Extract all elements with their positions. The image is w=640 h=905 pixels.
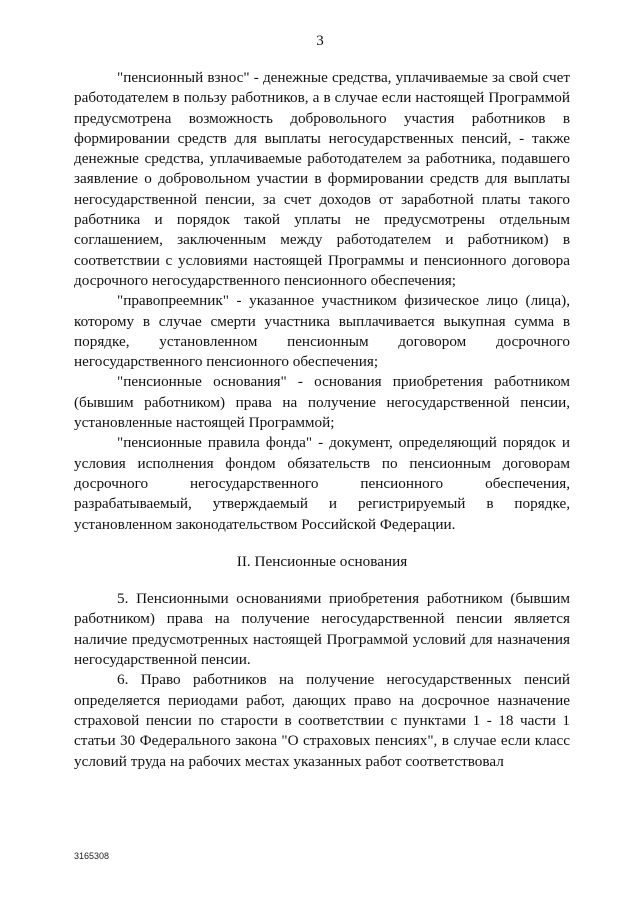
document-code: 3165308 [74, 851, 110, 861]
section-heading: II. Пенсионные основания [236, 552, 408, 570]
definition-pension-grounds: "пенсионные основания" - основания приобретения работником (бывшим работником) права на получение негосударственной пенсии, установленные настоящей Программой; [74, 373, 570, 432]
definition-successor: "правопреемник" - указанное участником физическое лицо (лица), которому в случае смерти участника выплачивается выкупная сумма в порядке, установленном пенсионным договором досрочного негосударственного пенсионного обеспечения; [74, 292, 570, 371]
definition-pension-contribution: "пенсионный взнос" - денежные средства, уплачиваемые за свой счет работодателем в пользу работников, а в случае если настоящей Программой предусмотрена возможность добровольного участия работников в формировании средств для выплаты негосударственных пенсий, - также денежные средства, уплачиваемые работодателем за работника, подавшего заявление о добровольном участии в формировании средств для выплаты негосударственной пенсии, за счет доходов от заработной платы такого работника и порядок такой уплаты не предусмотрены отдельным соглашением, заключенным между работодателем и работником) в соответствии с условиями настоящей Программы и пенсионного договора досрочного негосударственного пенсионного обеспечения; [74, 69, 570, 289]
definition-fund-pension-rules: "пенсионные правила фонда" - документ, определяющий порядок и условия исполнения фондом обязательств по пенсионным договорам досрочного негосударственного пенсионного обеспечения, разрабатываемый, утверждаемый и регистрируемый в порядке, установленном законодательством Российской Федерации. [74, 434, 570, 533]
page-number: 3 [316, 33, 324, 49]
paragraph-item-5: 5. Пенсионными основаниями приобретения работником (бывшим работником) права на получение негосударственной пенсии является наличие предусмотренных настоящей Программой условий для назначения негосударственной пенсии. [74, 590, 570, 669]
document-body [74, 68, 570, 772]
paragraph-item-6: 6. Право работников на получение негосударственных пенсий определяется периодами работ, дающих право на досрочное назначение страховой пенсии по старости в соответствии с пунктами 1 - 18 части 1 статьи 30 Федерального закона "О страховых пенсиях", в случае если класс условий труда на рабочих местах указанных работ соответствовал [74, 671, 570, 770]
